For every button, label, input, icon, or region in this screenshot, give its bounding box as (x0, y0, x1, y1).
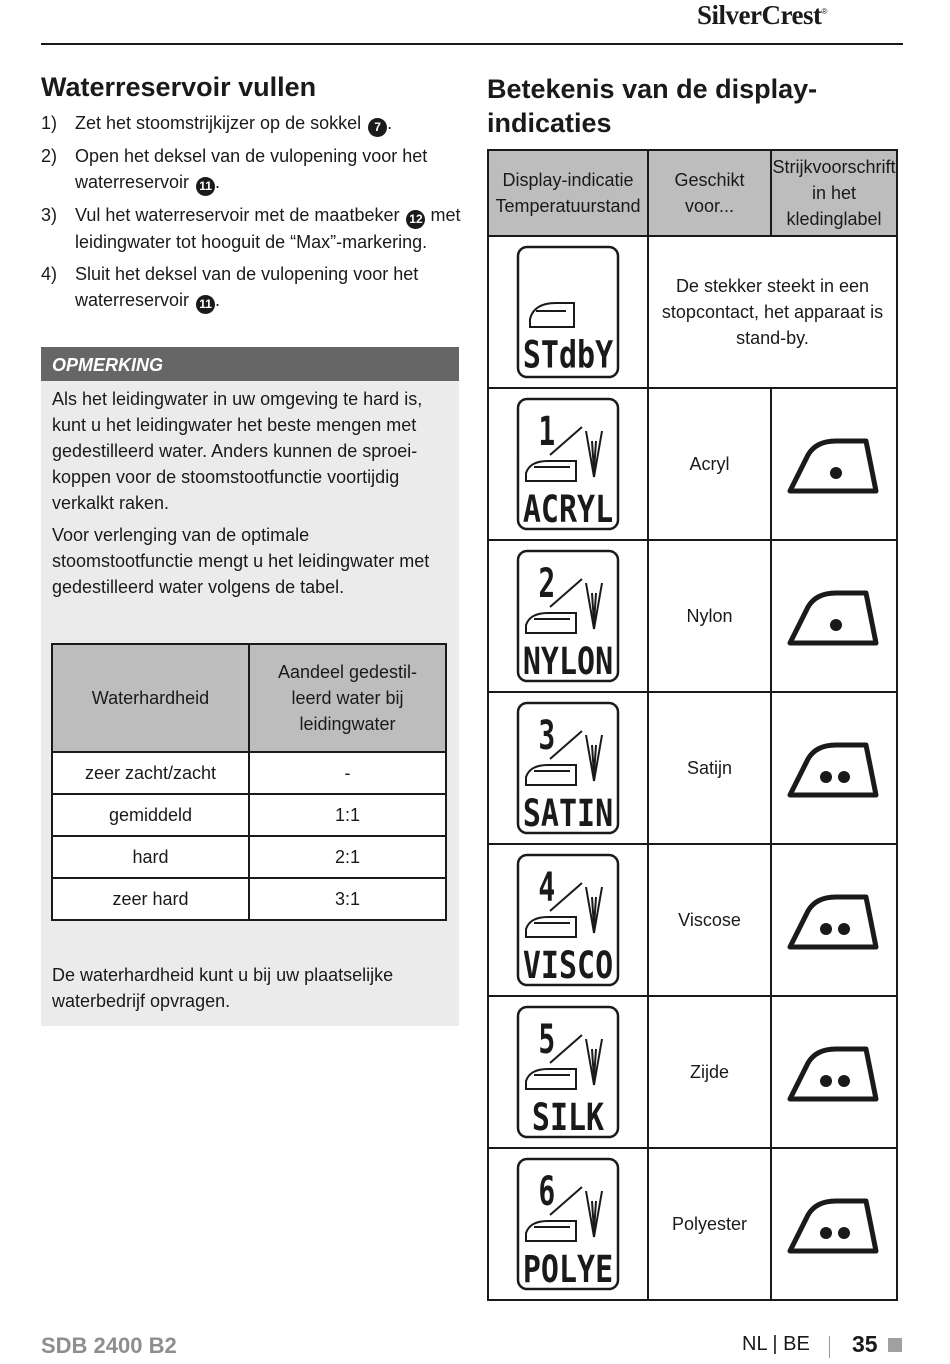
lcd-display-icon (516, 1005, 620, 1139)
fabric-label: Viscose (648, 844, 771, 996)
brand-logo: SilverCrest® (697, 0, 827, 30)
table-row (52, 836, 446, 878)
display-cell (488, 1148, 648, 1300)
care-symbol-cell (771, 540, 897, 692)
lcd-text: VISCO (522, 943, 614, 987)
lcd-digit: 1 (538, 409, 556, 456)
part-number-badge: 11 (196, 177, 215, 196)
step-number: 1) (41, 113, 58, 133)
fill-step (41, 110, 461, 137)
table-cell: 1:1 (249, 794, 446, 836)
header-rule (41, 43, 903, 45)
section-title-fill: Waterreservoir vullen (41, 72, 317, 102)
iron-symbol-icon (786, 431, 882, 497)
table-row (52, 878, 446, 920)
step-text: Zet het stoomstrijkijzer op de sokkel 7 . (75, 110, 392, 137)
care-symbol-cell (771, 844, 897, 996)
iron-symbol-icon (786, 735, 882, 801)
lcd-display-icon (516, 549, 620, 683)
fabric-label: Satijn (648, 692, 771, 844)
iron-symbol-icon (786, 1191, 882, 1257)
display-cell (488, 388, 648, 540)
page-number: 35 (852, 1331, 878, 1357)
lcd-text: POLYE (522, 1247, 614, 1291)
care-symbol-cell (771, 1148, 897, 1300)
section-title-display: Betekenis van de display-indicaties (487, 74, 818, 138)
lcd-digit: 2 (538, 561, 556, 608)
page-marker-square (888, 1338, 902, 1352)
footer-model: SDB 2400 B2 (41, 1333, 177, 1358)
fill-step (41, 261, 461, 314)
step-number: 2) (41, 146, 58, 166)
lcd-display-icon (516, 397, 620, 531)
lcd-text: SATIN (522, 791, 614, 835)
fabric-label: Nylon (648, 540, 771, 692)
display-cell (488, 540, 648, 692)
iron-symbol-icon (786, 583, 882, 649)
lcd-display-icon (516, 245, 620, 379)
display-cell (488, 996, 648, 1148)
step-text: Vul het waterreservoir met de maatbeker 12 met leidingwater tot hooguit de “Max”-markering. (75, 205, 461, 252)
table-header-row (52, 644, 446, 752)
table-cell: hard (52, 836, 249, 878)
lcd-text: STdbY (522, 333, 614, 378)
table-row (488, 692, 897, 844)
display-indications-table (487, 149, 898, 1301)
header-cell: Display-indicatie Temperatuurstand (488, 150, 648, 236)
table-row (488, 996, 897, 1148)
water-hardness-table (51, 643, 447, 921)
fill-step (41, 202, 461, 255)
lcd-text: ACRYL (522, 487, 614, 531)
lcd-digit: 6 (538, 1169, 556, 1216)
display-cell (488, 236, 648, 388)
step-number: 4) (41, 264, 58, 284)
display-cell (488, 692, 648, 844)
table-row (488, 388, 897, 540)
part-number-badge: 11 (196, 295, 215, 314)
table-cell: gemiddeld (52, 794, 249, 836)
care-symbol-cell (771, 996, 897, 1148)
table-cell: zeer hard (52, 878, 249, 920)
lcd-digit: 5 (538, 1017, 556, 1064)
fill-steps-list (41, 110, 461, 320)
lcd-digit: 4 (538, 865, 556, 912)
display-cell (488, 844, 648, 996)
lcd-display-icon (516, 701, 620, 835)
fabric-label: Acryl (648, 388, 771, 540)
lcd-text: NYLON (522, 639, 614, 683)
table-cell: - (249, 752, 446, 794)
header-cell: Waterhardheid (52, 644, 249, 752)
step-text: Sluit het deksel van de vulopening voor het waterreservoir 11 . (75, 261, 461, 314)
lcd-digit: 3 (538, 713, 556, 760)
table-row-standby (488, 236, 897, 388)
footer-language: NL | BE (742, 1333, 810, 1355)
part-number-badge: 12 (406, 210, 425, 229)
footer-divider (829, 1336, 830, 1358)
part-number-badge: 7 (368, 118, 387, 137)
header-cell: Aandeel gedestilleerd water bij leidingwater (249, 644, 446, 752)
lcd-display-icon (516, 853, 620, 987)
lcd-display-icon (516, 1157, 620, 1291)
step-text: Open het deksel van de vulopening voor het waterreservoir 11 . (75, 143, 461, 196)
table-row (52, 794, 446, 836)
iron-symbol-icon (786, 1039, 882, 1105)
fill-step (41, 143, 461, 196)
iron-symbol-icon (786, 887, 882, 953)
table-row (488, 1148, 897, 1300)
note-paragraph-2: Voor verlenging van de optimale stoomstootfunctie mengt u het leidingwater met gedestilleerd water volgens de tabel. (52, 525, 430, 597)
table-cell: 3:1 (249, 878, 446, 920)
header-cell: Geschikt voor... (648, 150, 771, 236)
step-number: 3) (41, 205, 58, 225)
care-symbol-cell (771, 692, 897, 844)
table-cell: 2:1 (249, 836, 446, 878)
standby-description: De stekker steekt in een stopcontact, het apparaat is stand-by. (648, 236, 897, 388)
note-paragraph-3: De waterhardheid kunt u bij uw plaatselijke waterbedrijf opvragen. (52, 965, 394, 1011)
care-symbol-cell (771, 388, 897, 540)
table-row (488, 540, 897, 692)
fabric-label: Polyester (648, 1148, 771, 1300)
note-heading: OPMERKING (41, 347, 459, 381)
header-cell: Strijkvoorschrift in het kledinglabel (771, 150, 897, 236)
table-header-row (488, 150, 897, 236)
table-row (488, 844, 897, 996)
note-paragraph-1: Als het leidingwater in uw omgeving te hard is, kunt u het leidingwater het beste mengen met gedestilleerd water. Anders kunnen de sproeikoppen voor de stoomstootfunctie voortijdig verkalkt raken. (52, 389, 423, 513)
table-cell: zeer zacht/zacht (52, 752, 249, 794)
lcd-text: SILK (531, 1095, 605, 1139)
table-row (52, 752, 446, 794)
fabric-label: Zijde (648, 996, 771, 1148)
